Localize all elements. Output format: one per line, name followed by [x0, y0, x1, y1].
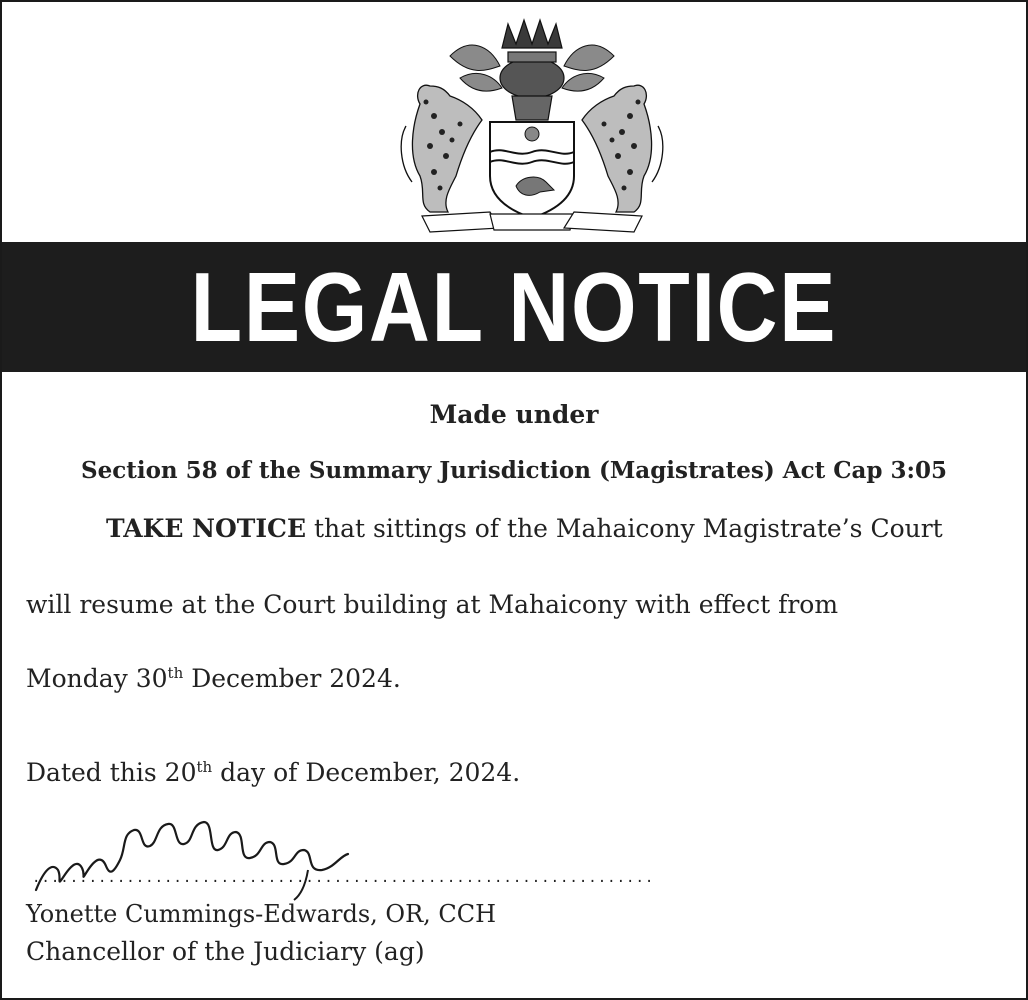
dated-line	[26, 758, 520, 787]
dated-suffix: th	[196, 758, 213, 776]
dated-rest: day of December, 2024.	[212, 758, 521, 787]
made-under-heading: Made under	[429, 400, 599, 429]
legal-notice-banner	[2, 242, 1026, 372]
notice-line-1-text: that sittings of the Mahaicony Magistrate’s Court	[306, 514, 943, 543]
section-reference: Section 58 of the Summary Jurisdiction (Magistrates) Act Cap 3:05	[80, 457, 947, 484]
signer-name: Yonette Cummings-Edwards, OR, CCH	[26, 900, 497, 928]
notice-line-2: will resume at the Court building at Mahaicony with effect from	[26, 590, 839, 619]
notice-line-1	[106, 514, 943, 543]
effective-date-suffix: th	[167, 664, 184, 682]
signature-dotted-line: ..................................................................	[32, 870, 655, 886]
banner-title: LEGAL NOTICE	[190, 251, 838, 362]
take-notice-label: TAKE NOTICE	[106, 514, 306, 543]
effective-date-day: Monday 30	[26, 664, 168, 693]
effective-date-rest: December 2024.	[183, 664, 401, 693]
dated-day: Dated this 20	[26, 758, 197, 787]
coat-of-arms-icon	[390, 16, 674, 234]
signer-title: Chancellor of the Judiciary (ag)	[26, 937, 425, 966]
notice-line-3	[26, 664, 401, 693]
